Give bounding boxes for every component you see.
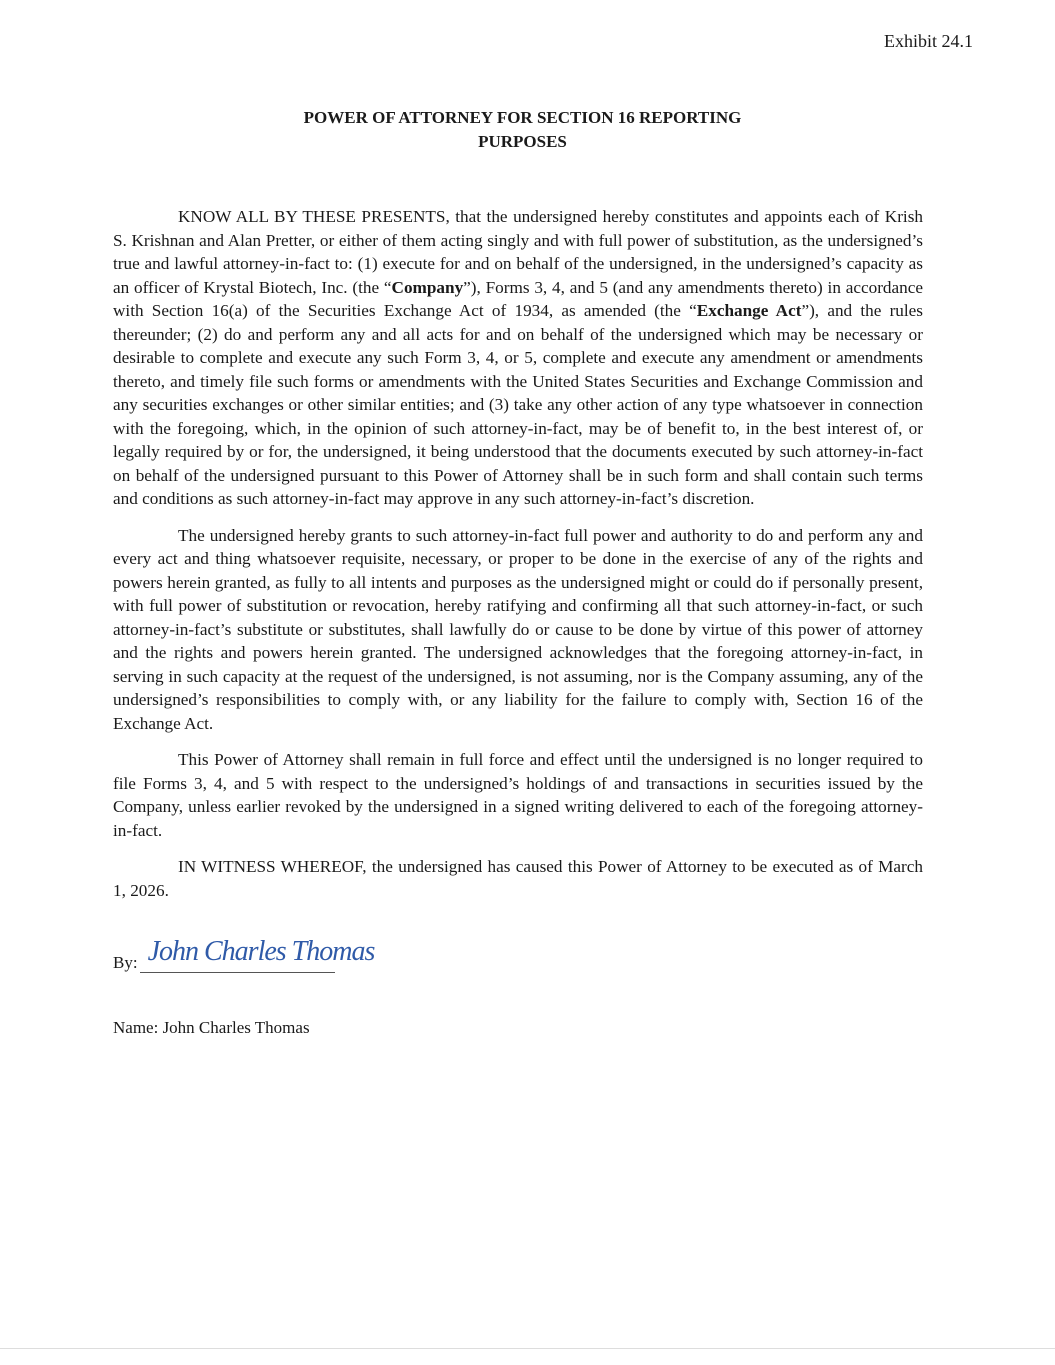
handwritten-signature: John Charles Thomas [147, 936, 375, 967]
document-body [113, 205, 923, 915]
paragraph-powers: The undersigned hereby grants to such attorney-in-fact full power and authority to do and perform any and every act and thing whatsoever requisite, necessary, or proper to be done in the exercise of any of the rights and powers herein granted, as fully to all intents and purposes as the undersigned might or could do if personally present, with full power of substitution or revocation, hereby ratifying and confirming all that such attorney-in-fact, or such attorney-in-fact’s substitute or substitutes, shall lawfully do or cause to be done by virtue of this power of attorney and the rights and powers herein granted. The undersigned acknowledges that the foregoing attorney-in-fact, in serving in such capacity at the request of the undersigned, is not assuming, nor is the Company assuming, any of the undersigned’s responsibilities to comply with, or any liability for the failure to comply with, Section 16 of the Exchange Act. [113, 525, 923, 733]
signature-block [113, 936, 375, 973]
signature-line [140, 936, 375, 973]
defined-term-company: Company [391, 277, 464, 297]
paragraph-duration: This Power of Attorney shall remain in full force and effect until the undersigned is no longer required to file Forms 3, 4, and 5 with respect to the undersigned’s holdings of and transactions in securities issued by the Company, unless earlier revoked by the undersigned in a signed writing delivered to each of the foregoing attorney-in-fact. [113, 750, 923, 840]
signer-name: Name: John Charles Thomas [113, 1018, 310, 1037]
paragraph-witness: IN WITNESS WHEREOF, the undersigned has caused this Power of Attorney to be executed as of March 1, 2026. [113, 857, 923, 900]
title-line-1: POWER OF ATTORNEY FOR SECTION 16 REPORTING [303, 108, 742, 127]
defined-term-exchange-act: Exchange Act [696, 301, 802, 320]
title-line-2: PURPOSES [478, 132, 567, 151]
text: ”), Forms 3, 4, and 5 (and any amendments thereto) in accordance with Section 16(a) of the Securities Exchange Act of 1934, as amended (the “ [113, 277, 923, 320]
text: ”), and the rules thereunder; (2) do and perform any and all acts for and on behalf of the undersigned which may be necessary or desirable to complete and execute any such Form 3, 4, or 5, complete and execute any amendment or amendments thereto, and timely file such forms or amendments with the United States Securities and Exchange Commission and any securities exchanges or other similar entities; and (3) take any other action of any type whatsoever in connection with the foregoing, which, in the opinion of such attorney-in-fact, may be of benefit to, in the best interest of, or legally required by or for, the undersigned, it being understood that the documents executed by such attorney-in-fact on behalf of the undersigned pursuant to this Power of Attorney shall be in such form and shall contain such terms and conditions as such attorney-in-fact may approve in any such attorney-in-fact’s discretion. [113, 301, 923, 508]
by-label: By: [113, 953, 138, 972]
paragraph-appointment [113, 205, 923, 511]
exhibit-label: Exhibit 24.1 [884, 31, 973, 51]
page-edge [0, 1348, 1055, 1349]
text: KNOW ALL BY THESE PRESENTS, that the undersigned hereby constitutes and appoints each of Krish S. Krishnan and Alan Pretter, or either of them acting singly and with full power of substitution, as the undersigned’s true and lawful attorney-in-fact to: (1) execute for and on behalf of the undersigned, in the undersigned’s capacity as an officer of Krystal Biotech, Inc. (the “ [113, 207, 923, 297]
document-title [0, 106, 1045, 154]
